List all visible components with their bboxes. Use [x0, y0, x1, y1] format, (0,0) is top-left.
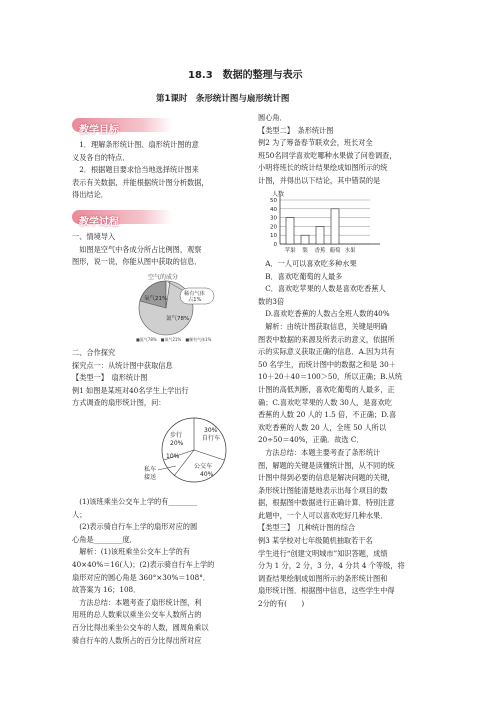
pie-label-car-b: 接送	[144, 474, 157, 481]
pie-label-rare-gas-pct: 占1%	[188, 297, 202, 303]
question-line: 骑自行车的人数所占的百分比得出所对应	[72, 635, 202, 645]
right-line: 圆心角．	[258, 113, 287, 122]
bar	[331, 209, 339, 244]
section-title: 18.3 数据的整理与表示	[188, 70, 303, 81]
option-line: D.喜欢吃香蕉的人数占全班人数的40%	[258, 309, 390, 319]
bar	[286, 218, 294, 244]
x-tick-label: 水果	[344, 248, 356, 254]
air-composition-pie	[118, 270, 238, 344]
explore-line: 探究点一：从统计图中获取信息	[72, 360, 173, 370]
pie-label-bike-pct: 30%	[204, 427, 218, 434]
question-line: 用班的总人数乘以乘坐公交车人数所占的	[72, 610, 202, 620]
option-line: 解析：由统计图获取信息，关键是明确	[258, 321, 388, 331]
option-line: 50 名学生，而统计图中的数据之和是 30＋	[258, 359, 396, 369]
option-line: 扇形统计图．根据图中信息，这些学生中得	[258, 586, 395, 596]
goal-line: 义及各自的特点．	[72, 152, 130, 162]
option-line: 例3 某学校对七年级随机抽取若干名	[258, 536, 373, 546]
pie-label-nitrogen: 氮气78%	[166, 316, 190, 322]
option-line: C．喜欢吃苹果的人数是喜欢吃香蕉人	[258, 284, 386, 294]
y-tick-label: 20	[270, 224, 277, 231]
option-line: 图，解题的关键是读懂统计图，从不同的统	[258, 460, 395, 470]
question-line: (1)该班乘坐公交车上学的有________	[72, 497, 198, 506]
options-block	[258, 258, 405, 611]
option-line: 数的3倍	[258, 296, 285, 306]
right-line: 计图，并得出以下结论，其中错误的是	[258, 175, 381, 185]
pie-caption: 空气的成分	[148, 274, 179, 281]
intro-line: 一、情境导入	[72, 232, 116, 241]
y-tick-label: 30	[270, 215, 277, 222]
question-line: 40×40%＝16(人)；(2)表示骑自行车上学的	[72, 559, 215, 569]
question-line: 解析：(1)该班乘坐公交车上学的有	[72, 547, 190, 557]
y-tick-label: 40	[270, 206, 277, 213]
explore-line: 【类型一】 扇形统计图	[72, 373, 148, 383]
option-line: 【类型三】 几种统计图的综合	[258, 523, 356, 533]
right-top-block	[258, 112, 397, 188]
fruit-bar-chart	[258, 190, 388, 256]
pie-label-walk: 步行	[170, 432, 183, 439]
pie-label-car: 私车	[144, 466, 157, 473]
pie-label-oxygen: 氧气21%	[144, 296, 168, 302]
explore-block	[72, 347, 189, 410]
option-line: 分为 1 分，2 分，3 分，4 分共 4 个等级，将	[258, 561, 405, 571]
question-block	[72, 496, 214, 647]
explore-line: 方式调查的扇形统计图，问：	[72, 398, 166, 408]
option-line: 学生进行“创建文明城市”知识答题，成绩	[258, 548, 388, 558]
lesson-subtitle: 第1课时 条形统计图与扇形统计图	[156, 94, 290, 104]
x-tick-label: 香蕉	[314, 248, 326, 254]
option-line: 图表中数据的来源及所表示的意义，依据所	[258, 334, 395, 344]
option-line: 此题中，一个人可以喜欢吃好几种水果．	[258, 510, 388, 520]
right-line: 【类型二】 条形统计图	[258, 125, 334, 135]
question-line: 人；	[72, 509, 87, 519]
intro-line: 如图是空气中各成分所占比例图，观察	[72, 244, 202, 254]
x-tick-label: 葡萄	[329, 248, 341, 254]
option-line: 香蕉的人数 20 人的 1.5 倍，不正确；D.喜	[258, 410, 397, 420]
y-tick-label: 0	[273, 242, 277, 248]
banner-label: 教学目标	[79, 125, 119, 136]
question-line: 百分比得出乘坐公交车的人数，圆周角乘以	[72, 622, 209, 632]
question-line: 心角是________度．	[72, 534, 137, 544]
y-tick-label: 50	[270, 198, 277, 204]
right-line: 小明将班长的统计结果绘成如图所示的统	[258, 163, 388, 173]
option-line: 欢吃香蕉的人数 20 人，全班 50 人所以	[258, 422, 387, 432]
pie-label-walk-pct: 20%	[170, 440, 184, 447]
explore-line: 二、合作探究	[72, 348, 116, 357]
bar	[316, 226, 324, 244]
option-line: 示的实际意义获取正确的信息．A.因为共有	[258, 347, 395, 357]
option-line: A．一人可以喜欢吃多种水果	[258, 259, 357, 268]
option-line: 据，根据图中数据进行正确计算．特别注意	[258, 498, 395, 508]
option-line: 调查结果绘制成如图所示的条形统计图和	[258, 573, 388, 583]
pie-label-bus-pct: 40%	[200, 471, 214, 478]
pie-label-ten-pct: 10%	[166, 453, 180, 460]
banner-label: 教学过程	[79, 217, 119, 228]
question-line: 方法总结：本题考查了扇形统计图，利	[72, 597, 202, 607]
intro-block	[72, 231, 201, 269]
option-line: 10＋20＋40＝100＞50，所以正确；B.从统	[258, 372, 403, 382]
banner-teaching-goals	[72, 118, 172, 136]
question-line: 故答案为 16；108．	[72, 585, 141, 595]
pie-label-bike: 自行车	[202, 435, 221, 442]
banner-teaching-process	[72, 210, 172, 228]
right-line: 例2 为了筹备春节联欢会，班长对全	[258, 138, 373, 148]
y-axis-label: 人数	[272, 191, 285, 198]
question-line: (2)表示骑自行车上学的扇形对应的圆	[72, 522, 198, 532]
option-line: 确；C.喜欢吃苹果的人数 30人，是喜欢吃	[258, 397, 392, 407]
option-line: 条形统计图能清楚地表示出每个项目的数	[258, 485, 388, 495]
goal-line: 表示有关数据，并能根据统计图分析数据，	[72, 177, 209, 187]
option-line: 计图中得到必要的信息是解决问题的关键，	[258, 473, 395, 483]
goals-block	[72, 139, 209, 202]
intro-line: 图形，说一说，你能从图中获取的信息．	[72, 257, 202, 267]
explore-line: 例1 如图是某班对40名学生上学出行	[72, 385, 189, 395]
question-line: 扇形对应的圆心角是 360°×30%＝108°．	[72, 572, 210, 582]
y-tick-label: 10	[270, 233, 277, 240]
option-line: 计图的高低判断，喜欢吃葡萄的人最多，正	[258, 384, 395, 394]
goal-line: 2．根据题目要求恰当地选择统计图来	[72, 165, 199, 175]
pie-label-bus: 公交车	[194, 463, 213, 470]
bar	[301, 235, 309, 244]
travel-mode-pie	[138, 412, 248, 492]
option-line: B．喜欢吃葡萄的人最多	[258, 271, 343, 281]
option-line: 2分的有( )	[258, 599, 305, 609]
option-line: 20÷50＝40%，正确．故选 C．	[258, 435, 364, 445]
goal-line: 得出结论．	[72, 190, 108, 200]
pie-legend: ■氮气78% ■氧气21% ■稀有气体1%	[136, 337, 212, 342]
x-tick-label: 苹果	[284, 248, 296, 254]
goal-line: 1．理解条形统计图、扇形统计图的意	[72, 140, 199, 149]
pie-label-rare-gas: 稀有气体	[184, 291, 205, 297]
option-line: 方法总结：本题主要考查了条形统计	[258, 447, 381, 457]
x-tick-label: 梨	[302, 248, 308, 254]
right-line: 班50名同学喜欢吃哪种水果做了问卷调查，	[258, 150, 397, 160]
